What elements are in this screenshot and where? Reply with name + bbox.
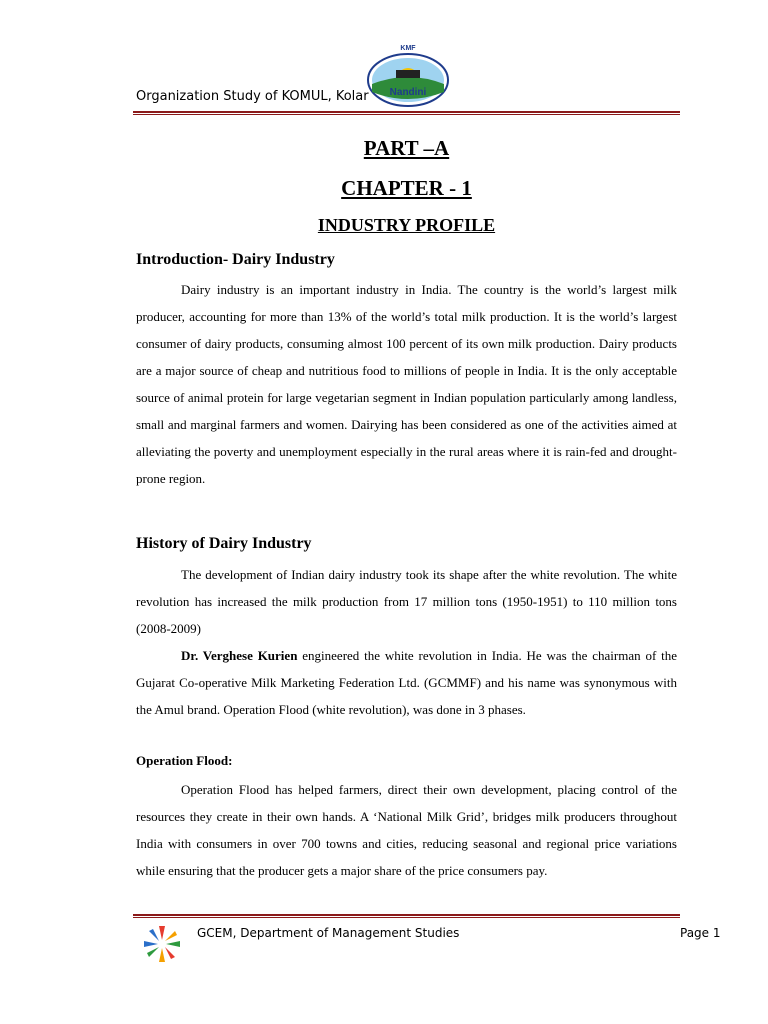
history-paragraph: The development of Indian dairy industry took its shape after the white revolution. The white revolution has increased the milk production from 17 million tons (1950-1951) to 110 million tons (2008-2009) <box>136 567 677 636</box>
page-number: Page 1 <box>680 926 721 940</box>
logo-top-text: KMF <box>400 45 416 52</box>
intro-paragraph: Dairy industry is an important industry in India. The country is the world’s largest milk producer, accounting for more than 13% of the world’s total milk production. It is the world’s largest consumer of dairy products, consuming almost 100 percent of its own milk production. Dairy products are a major source of cheap and nutritious food to millions of people in India. It is the only acceptable source of animal protein for large vegetarian segment in Indian population particularly among landless, small and marginal farmers and women. Dairying has been considered as one of the activities aimed at alleviating the poverty and unemployment especially in the rural areas where it is rain-fed and drought-prone region. <box>136 282 677 486</box>
footer-rule <box>133 914 680 918</box>
gcem-logo <box>140 922 184 966</box>
header-rule <box>133 111 680 115</box>
kurien-paragraph <box>136 642 677 723</box>
profile-heading: INDUSTRY PROFILE <box>317 215 496 235</box>
nandini-logo <box>366 40 450 108</box>
header-title: Organization Study of KOMUL, Kolar <box>136 89 369 104</box>
intro-heading: Introduction- Dairy Industry <box>136 251 335 268</box>
history-heading: History of Dairy Industry <box>136 535 312 552</box>
kurien-text: engineered the white revolution in India. He was the chairman of the Gujarat Co-operative Milk Marketing Federation Ltd. (GCMMF) and his name was synonymous with the Amul brand. Operation Flood (white revolution), was done in 3 phases. <box>136 648 677 717</box>
logo-text: Nandini <box>389 87 427 98</box>
kurien-name: Dr. Verghese Kurien <box>181 648 298 663</box>
operation-flood-paragraph: Operation Flood has helped farmers, direct their own development, placing control of the resources they create in their own hands. A ‘National Milk Grid’, bridges milk producers throughout India with consumers in over 700 towns and cities, reducing seasonal and regional price variations while ensuring that the producer gets a major share of the price consumers pay. <box>136 782 677 878</box>
footer-department: GCEM, Department of Management Studies <box>197 926 460 940</box>
chapter-heading: CHAPTER - 1 <box>341 176 472 200</box>
part-heading: PART –A <box>363 136 450 160</box>
operation-flood-heading: Operation Flood: <box>136 753 233 768</box>
